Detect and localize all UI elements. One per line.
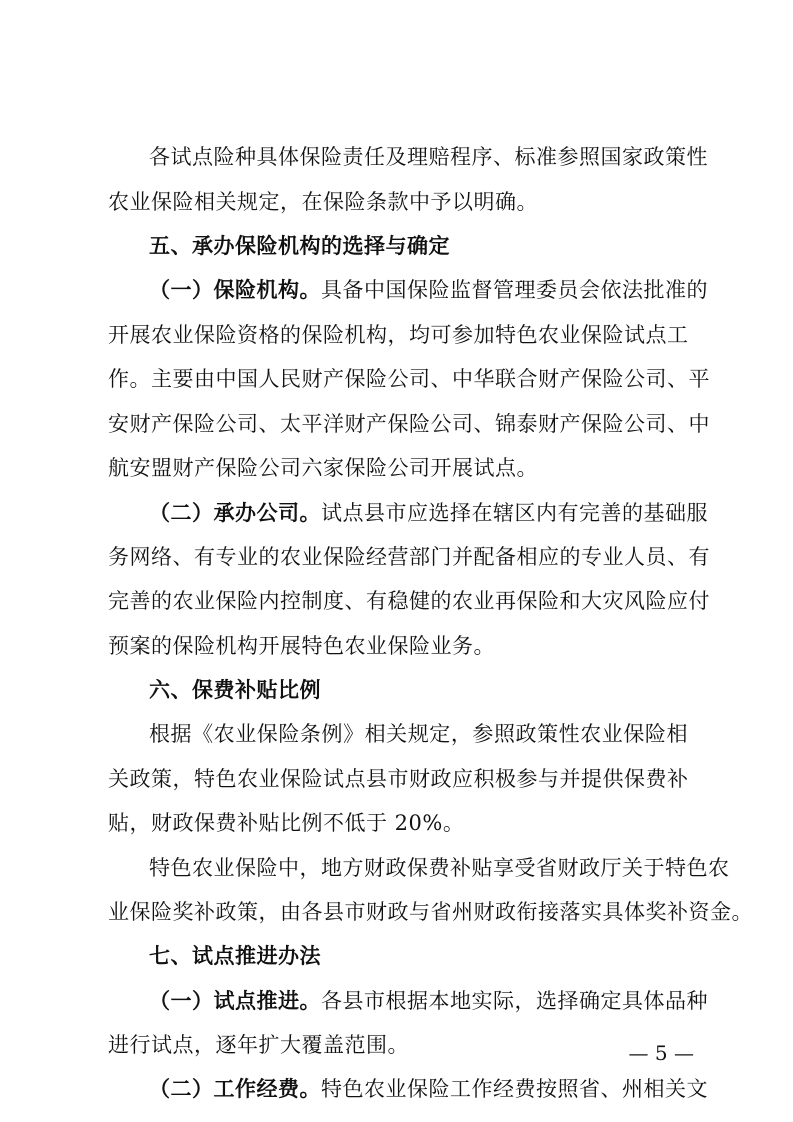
paragraph-line: 进行试点，逐年扩大覆盖范围。 — [108, 1033, 409, 1057]
paragraph-line: 根据《农业保险条例》相关规定，参照政策性农业保险相 — [149, 722, 688, 746]
section-heading-6: 六、保费补贴比例 — [149, 678, 321, 702]
paragraph-line — [149, 983, 708, 1019]
paragraph-line: 航安盟财产保险公司六家保险公司开展试点。 — [108, 456, 538, 480]
paragraph-line — [149, 1071, 708, 1107]
paragraph-line: 预案的保险机构开展特色农业保险业务。 — [108, 634, 495, 658]
paragraph-line: 各试点险种具体保险责任及理赔程序、标准参照国家政策性 — [149, 145, 708, 169]
paragraph-line: 贴，财政保费补贴比例不低于 20%。 — [108, 811, 465, 835]
section-heading-7: 七、试点推进办法 — [149, 944, 321, 968]
paragraph-text: 试点县市应选择在辖区内有完善的基础服 — [321, 501, 708, 525]
paragraph-line: 开展农业保险资格的保险机构，均可参加特色农业保险试点工 — [108, 323, 689, 347]
subsection-label: （一）保险机构。 — [149, 278, 321, 302]
page-number: — 5 — — [628, 1041, 694, 1065]
paragraph-line: 完善的农业保险内控制度、有稳健的农业再保险和大灾风险应付 — [108, 589, 710, 613]
subsection-label: （二）承办公司。 — [149, 501, 321, 525]
paragraph-text: 各县市根据本地实际，选择确定具体品种 — [321, 989, 708, 1013]
subsection-label: （二）工作经费。 — [149, 1077, 321, 1101]
paragraph-line — [149, 272, 708, 308]
paragraph-line: 关政策，特色农业保险试点县市财政应积极参与并提供保费补 — [108, 767, 689, 791]
paragraph-line: 业保险奖补政策，由各县市财政与省州财政衔接落实具体奖补资金。 — [108, 900, 753, 924]
section-heading-5: 五、承办保险机构的选择与确定 — [149, 234, 450, 258]
paragraph-line — [149, 495, 708, 531]
paragraph-line: 农业保险相关规定，在保险条款中予以明确。 — [108, 190, 538, 214]
paragraph-line: 特色农业保险中，地方财政保费补贴享受省财政厅关于特色农 — [149, 856, 730, 880]
paragraph-text: 具备中国保险监督管理委员会依法批准的 — [321, 278, 708, 302]
paragraph-text: 特色农业保险工作经费按照省、州相关文 — [321, 1077, 708, 1101]
paragraph-line: 作。主要由中国人民财产保险公司、中华联合财产保险公司、平 — [108, 367, 710, 391]
paragraph-line: 务网络、有专业的农业保险经营部门并配备相应的专业人员、有 — [108, 545, 710, 569]
paragraph-line: 安财产保险公司、太平洋财产保险公司、锦泰财产保险公司、中 — [108, 412, 710, 436]
subsection-label: （一）试点推进。 — [149, 989, 321, 1013]
